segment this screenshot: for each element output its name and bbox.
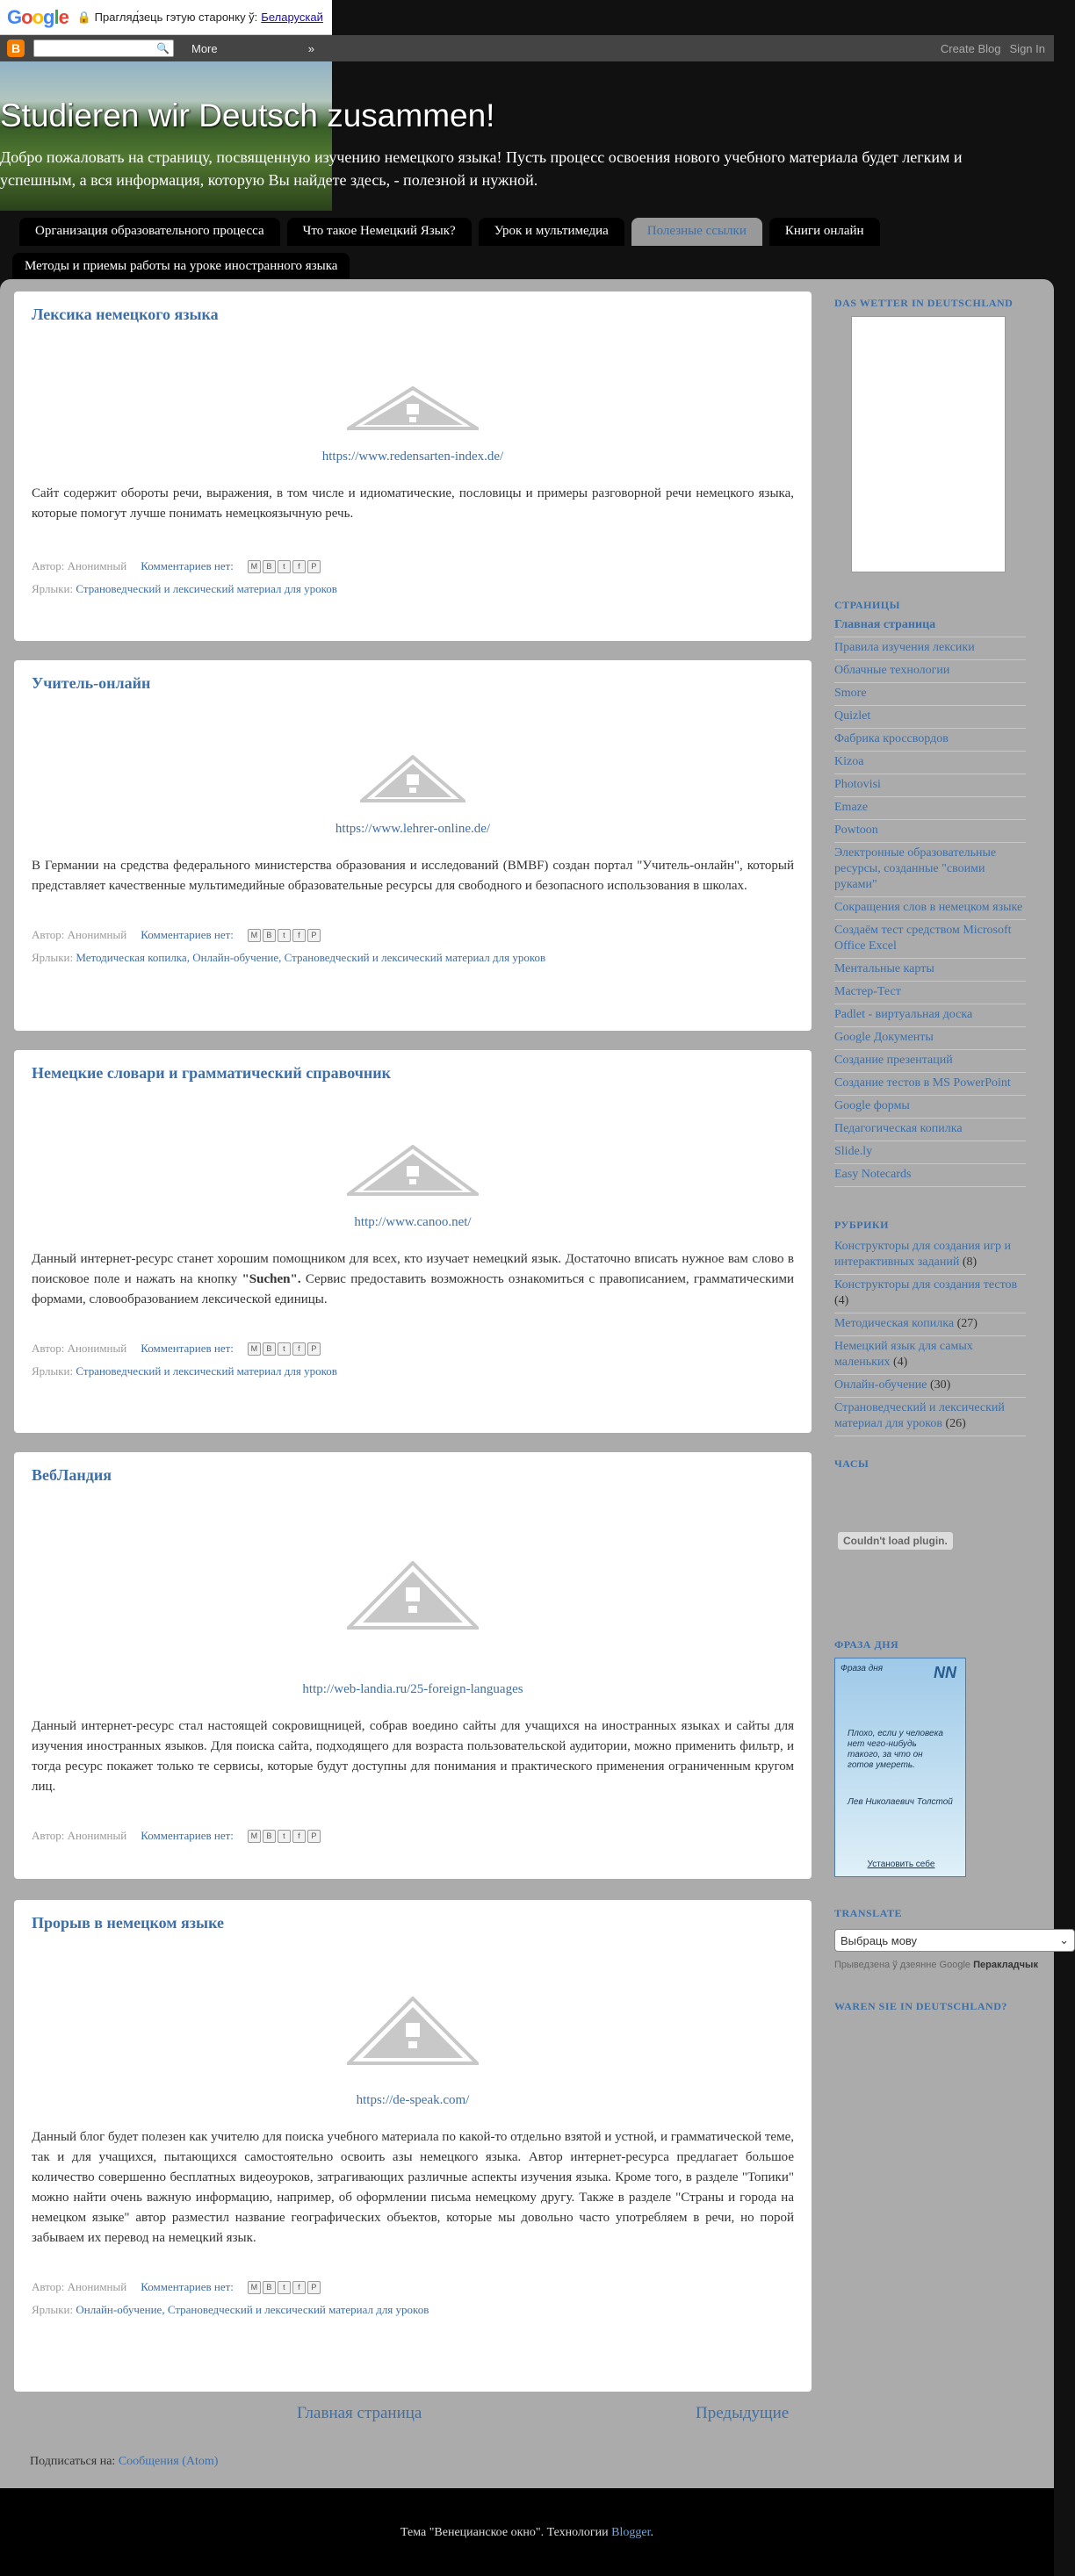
- email-share-icon[interactable]: M: [248, 1830, 261, 1843]
- navbar-more-menu[interactable]: [191, 42, 314, 55]
- broken-image-icon[interactable]: [32, 1561, 794, 1631]
- phrase-widget-head: Фраза дня: [841, 1664, 884, 1673]
- post-body: Данный интернет-ресурс станет хорошим помощником для всех, кто изучает немецкий язык. Достаточно вписать нужное вам слово в поисковое поле и нажать на кнопку "Suchen". Сервис предоставить возможность ознакомиться с правописанием, грамматическими формами, словообразованием лексической единицы.: [32, 1252, 794, 1306]
- post-author: Автор: Анонимный: [32, 1342, 127, 1355]
- clock-widget-title: ЧАСЫ: [834, 1457, 869, 1470]
- pages-list: [834, 615, 1026, 1187]
- navbar-right-links: [941, 42, 1045, 55]
- post-title[interactable]: Прорыв в немецком языке: [32, 1914, 224, 1932]
- rubric-link[interactable]: Немецкий язык для самых маленьких: [834, 1340, 973, 1369]
- rubric-count: (4): [834, 1294, 849, 1307]
- blog-description: Добро пожаловать на страницу, посвященную изучению немецкого языка! Пусть процесс освоения нового учебного материала будет легким и успешным, а вся информация, которую Вы найдете здесь, - полезной и нужной.: [0, 148, 963, 189]
- blogthis-share-icon[interactable]: B: [263, 2281, 276, 2294]
- broken-image-icon[interactable]: [32, 1997, 794, 2067]
- post-author: Автор: Анонимный: [32, 559, 127, 572]
- page-link[interactable]: Педагогическая копилка: [834, 1122, 963, 1135]
- rubric-count: (30): [930, 1378, 951, 1392]
- list-item: [834, 897, 1026, 920]
- post-link[interactable]: https://www.redensarten-index.de/: [321, 450, 504, 464]
- list-item: [834, 615, 1026, 637]
- list-item: [834, 706, 1026, 729]
- home-page-link[interactable]: Главная страница: [297, 2404, 422, 2422]
- pinterest-share-icon[interactable]: P: [307, 1830, 321, 1843]
- list-item: [834, 1236, 1026, 1275]
- list-item: [834, 1141, 1026, 1164]
- tab-methods[interactable]: Методы и приемы работы на уроке иностранного языка: [12, 253, 350, 281]
- list-item: [834, 982, 1026, 1004]
- list-item: [834, 729, 1026, 752]
- rubric-link[interactable]: Конструкторы для создания игр и интерактивных заданий: [834, 1240, 1011, 1269]
- list-item: [834, 1027, 1026, 1050]
- translator-link[interactable]: Перакладчык: [973, 1960, 1038, 1970]
- list-item: [834, 1096, 1026, 1119]
- list-item: [834, 1164, 1026, 1187]
- broken-image-icon[interactable]: [32, 755, 794, 804]
- rubric-link[interactable]: Методическая копилка: [834, 1317, 955, 1330]
- labels-prefix: Ярлыки:: [32, 1364, 74, 1378]
- post: [14, 1452, 812, 1879]
- list-item: [834, 959, 1026, 982]
- email-share-icon[interactable]: M: [248, 2281, 261, 2294]
- post-author: Автор: Анонимный: [32, 1829, 127, 1842]
- list-item: [834, 1313, 1026, 1336]
- post-title[interactable]: ВебЛандия: [32, 1466, 112, 1484]
- page-link[interactable]: Kizoa: [834, 755, 864, 768]
- page-tabs: [19, 218, 933, 281]
- blogger-icon[interactable]: B: [7, 40, 25, 57]
- list-item: [834, 637, 1026, 660]
- post: [14, 291, 812, 641]
- post-author: Автор: Анонимный: [32, 2280, 127, 2293]
- list-item: [834, 820, 1026, 843]
- list-item: [834, 1119, 1026, 1141]
- facebook-share-icon[interactable]: f: [292, 1342, 306, 1356]
- list-item: [834, 1275, 1026, 1313]
- list-item: [834, 1375, 1026, 1398]
- page-link[interactable]: Quizlet: [834, 709, 871, 723]
- language-select-value: Выбраць мову: [841, 1933, 918, 1947]
- comments-link[interactable]: Комментариев нет:: [141, 1829, 234, 1842]
- page-link-home[interactable]: Главная страница: [834, 618, 936, 631]
- post-link[interactable]: http://web-landia.ru/25-foreign-languages: [302, 1682, 523, 1696]
- facebook-share-icon[interactable]: f: [292, 2281, 306, 2294]
- translate-bar: [0, 0, 332, 35]
- list-item: [834, 920, 1026, 959]
- page-link[interactable]: Фабрика кроссвордов: [834, 732, 949, 745]
- share-buttons: [248, 1342, 321, 1356]
- atom-feed-link[interactable]: Сообщения (Atom): [118, 2455, 219, 2468]
- post-body: Сайт содержит обороты речи, выражения, в том числе и идиоматические, пословицы и примеры разговорной речи немецкого языка, которые помогут лучше понимать немецкоязычную речь.: [32, 486, 794, 521]
- facebook-share-icon[interactable]: f: [292, 560, 306, 573]
- rubric-link[interactable]: Онлайн-обучение: [834, 1378, 927, 1392]
- label-link[interactable]: Методическая копилка, Онлайн-обучение, Страноведческий и лексический материал для уроков: [76, 951, 546, 964]
- post-body: Данный интернет-ресурс стал настоящей сокровищницей, собрав воедино сайты для учащихся на иностранных языках и сайты для изучения иностранных языков. Для поиска сайта, подходящего для возраста пользовательской аудитории, можно применить фильтр, и тогда ресурс покажет только те сервисы, которые будут доступны для понимания и практического применения ограниченным кругом лиц.: [32, 1719, 794, 1794]
- rubric-count: (27): [956, 1317, 978, 1330]
- post-labels: [32, 951, 794, 965]
- language-select[interactable]: [834, 1929, 1075, 1952]
- post-link[interactable]: https://de-speak.com/: [356, 2093, 470, 2107]
- tab-lesson-multimedia[interactable]: Урок и мультимедиа: [479, 218, 624, 246]
- blogger-link[interactable]: Blogger: [611, 2526, 651, 2539]
- twitter-share-icon[interactable]: t: [278, 2281, 291, 2294]
- post-title[interactable]: Немецкие словари и грамматический справочник: [32, 1064, 392, 1082]
- post: [14, 1050, 812, 1433]
- phrase-author: Лев Николаевич Толстой: [848, 1797, 953, 1807]
- blog-header: [0, 97, 1075, 191]
- page-link[interactable]: Google формы: [834, 1099, 910, 1112]
- post-labels: [32, 1364, 794, 1378]
- labels-prefix: Ярлыки:: [32, 582, 74, 595]
- post-author: Автор: Анонимный: [32, 928, 127, 941]
- blogthis-share-icon[interactable]: B: [263, 560, 276, 573]
- page-link[interactable]: Slide.ly: [834, 1145, 873, 1158]
- post-footer: [32, 1342, 794, 1356]
- rubric-count: (26): [945, 1417, 966, 1430]
- list-item: [834, 843, 1026, 897]
- blogthis-share-icon[interactable]: B: [263, 1830, 276, 1843]
- more-arrow-icon: »: [307, 41, 314, 55]
- create-blog-link[interactable]: Create Blog: [940, 41, 1001, 55]
- translate-bar-text: 🔒 Прагляд́зець гэтую старонку ў:: [76, 10, 258, 24]
- post-title[interactable]: Учитель-онлайн: [32, 674, 151, 692]
- page-link[interactable]: Мастер-Тест: [834, 985, 901, 998]
- blog-title[interactable]: Studieren wir Deutsch zusammen!: [0, 97, 495, 133]
- phrase-of-the-day-widget[interactable]: [834, 1658, 966, 1877]
- email-share-icon[interactable]: M: [248, 929, 261, 942]
- search-icon[interactable]: 🔍: [156, 42, 170, 54]
- email-share-icon[interactable]: M: [248, 560, 261, 573]
- post: [14, 1900, 812, 2392]
- list-item: [834, 774, 1026, 797]
- tab-books-online[interactable]: Книги онлайн: [769, 218, 880, 246]
- rubric-count: (8): [962, 1256, 978, 1269]
- plugin-error-message: Couldn't load plugin.: [838, 1532, 953, 1550]
- comments-link[interactable]: Комментариев нет:: [141, 559, 234, 572]
- post-body: В Германии на средства федерального министерства образования и исследований (BMBF) создан портал "Учитель-онлайн", который представляет качественные мультимедийные образовательные ресурсы для свободного и безопасного использования в школах.: [32, 859, 794, 893]
- google-logo: Google: [7, 5, 69, 28]
- share-buttons: [248, 1830, 321, 1843]
- page-link[interactable]: Ментальные карты: [834, 962, 934, 975]
- page-link[interactable]: Emaze: [834, 801, 869, 814]
- translate-powered-by: Прыведзена ў дзеянне Google Перакладчык: [834, 1960, 1038, 1970]
- page-link[interactable]: Photovisi: [834, 778, 881, 791]
- subscribe-line: [30, 2455, 218, 2469]
- install-widget-link[interactable]: Установить себе: [867, 1860, 935, 1869]
- page-link[interactable]: Создание презентаций: [834, 1054, 953, 1067]
- more-label: More: [191, 41, 218, 55]
- comments-link[interactable]: Комментариев нет:: [141, 2280, 234, 2293]
- post-link[interactable]: https://www.lehrer-online.de/: [335, 822, 491, 836]
- page-link[interactable]: Электронные образовательные ресурсы, созданные "своими руками": [834, 846, 997, 891]
- page-link[interactable]: Google Документы: [834, 1031, 934, 1044]
- pinterest-share-icon[interactable]: P: [307, 2281, 321, 2294]
- blogger-navbar: [0, 35, 1054, 61]
- post: [14, 660, 812, 1031]
- suchen-bold: "Suchen".: [242, 1272, 301, 1286]
- facebook-share-icon[interactable]: f: [292, 929, 306, 942]
- share-buttons: [248, 929, 321, 942]
- older-posts-link[interactable]: Предыдущие: [696, 2404, 790, 2422]
- post-title[interactable]: Лексика немецкого языка: [32, 306, 219, 323]
- twitter-share-icon[interactable]: t: [278, 1342, 291, 1356]
- page-link[interactable]: Создаём тест средством Microsoft Office Excel: [834, 924, 1012, 953]
- rubrics-widget-title: РУБРИКИ: [834, 1219, 889, 1231]
- list-item: [834, 1050, 1026, 1073]
- post-footer: [32, 2280, 794, 2294]
- page-link[interactable]: Padlet - виртуальная доска: [834, 1008, 973, 1021]
- subscribe-prefix: Подписаться на:: [30, 2455, 116, 2468]
- tab-what-is-german[interactable]: Что такое Немецкий Язык?: [287, 218, 472, 246]
- sign-in-link[interactable]: Sign In: [1009, 41, 1045, 55]
- page-link[interactable]: Создание тестов в MS PowerPoint: [834, 1076, 1011, 1090]
- post-link[interactable]: http://www.canoo.net/: [354, 1215, 472, 1229]
- page-link[interactable]: Правила изучения лексики: [834, 641, 975, 654]
- label-link[interactable]: Онлайн-обучение, Страноведческий и лексический материал для уроков: [76, 2303, 429, 2316]
- list-item: [834, 1073, 1026, 1096]
- post-labels: [32, 582, 794, 596]
- labels-prefix: Ярлыки:: [32, 2303, 74, 2316]
- twitter-share-icon[interactable]: t: [278, 929, 291, 942]
- blogthis-share-icon[interactable]: B: [263, 929, 276, 942]
- broken-image-icon[interactable]: [32, 386, 794, 432]
- email-share-icon[interactable]: M: [248, 1342, 261, 1356]
- google-logo-small: Google: [939, 1960, 971, 1970]
- broken-image-icon[interactable]: [32, 1145, 794, 1198]
- chevron-down-icon: ⌄: [1059, 1933, 1069, 1946]
- post-labels: [32, 2303, 794, 2317]
- page-link[interactable]: Облачные технологии: [834, 664, 950, 677]
- pinterest-share-icon[interactable]: P: [307, 1342, 321, 1356]
- pinterest-share-icon[interactable]: P: [307, 560, 321, 573]
- phrase-widget-logo: NN: [934, 1664, 956, 1681]
- label-link[interactable]: Страноведческий и лексический материал для уроков: [76, 582, 337, 595]
- comments-link[interactable]: Комментариев нет:: [141, 928, 234, 941]
- translate-language-link[interactable]: Беларускай: [261, 11, 323, 24]
- phrase-quote: Плохо, если у человека нет чего-нибудь такого, за что он готов умереть.: [848, 1729, 943, 1770]
- tab-organization[interactable]: Организация образовательного процесса: [19, 218, 280, 246]
- comments-link[interactable]: Комментариев нет:: [141, 1342, 234, 1355]
- weather-widget-title: DAS WETTER IN DEUTSCHLAND: [834, 297, 1014, 309]
- rubrics-list: [834, 1236, 1026, 1436]
- blogthis-share-icon[interactable]: B: [263, 1342, 276, 1356]
- rubric-link[interactable]: Конструкторы для создания тестов: [834, 1278, 1018, 1292]
- list-item: [834, 1336, 1026, 1375]
- twitter-share-icon[interactable]: t: [278, 1830, 291, 1843]
- pinterest-share-icon[interactable]: P: [307, 929, 321, 942]
- label-link[interactable]: Страноведческий и лексический материал для уроков: [76, 1364, 337, 1378]
- post-footer: [32, 1829, 794, 1843]
- page-link[interactable]: Powtoon: [834, 824, 878, 837]
- weather-widget[interactable]: [851, 316, 1006, 572]
- page-link[interactable]: Smore: [834, 687, 867, 700]
- page-link[interactable]: Сокращения слов в немецком языке: [834, 901, 1023, 914]
- list-item: [834, 1004, 1026, 1027]
- labels-prefix: Ярлыки:: [32, 951, 74, 964]
- list-item: [834, 797, 1026, 820]
- list-item: [834, 1398, 1026, 1436]
- phrase-widget-title: ФРАЗА ДНЯ: [834, 1638, 899, 1651]
- navbar-search-input[interactable]: [33, 40, 174, 57]
- post-footer: [32, 928, 794, 942]
- post-footer: [32, 559, 794, 573]
- post-body: Данный блог будет полезен как учителю для поиска учебного материала по какой-то отдельно взятой и устной, и грамматической теме, так и для учащихся, пытающихся самостоятельно освоить азы немецкого языка. Автор интернет-ресурса предлагает большое количество совершенно бесплатных видеоуроков, затрагивающих различные аспекты изучения языка. Кроме того, в разделе "Топики" можно найти очень важную информацию, например, об оформлении письма немецкому другу. Также в разделе "Страны и города на немецком языке" автор разместил название географических объектов, которые мы довольно часто употребляем в речи, но порой забываем их перевод на немецкий язык.: [32, 2130, 794, 2245]
- facebook-share-icon[interactable]: f: [292, 1830, 306, 1843]
- share-buttons: [248, 2281, 321, 2294]
- list-item: [834, 683, 1026, 706]
- rubric-count: (4): [892, 1356, 908, 1369]
- translate-widget-title: TRANSLATE: [834, 1907, 902, 1919]
- tab-useful-links[interactable]: Полезные ссылки: [631, 218, 762, 246]
- share-buttons: [248, 560, 321, 573]
- list-item: [834, 660, 1026, 683]
- waren-widget-title: WAREN SIE IN DEUTSCHLAND?: [834, 2000, 1007, 2012]
- attribution: Тема "Венецианское окно". Технологии Blogger.: [400, 2526, 653, 2539]
- pages-widget-title: СТРАНИЦЫ: [834, 599, 900, 611]
- page-link[interactable]: Easy Notecards: [834, 1168, 912, 1181]
- rubric-link[interactable]: Страноведческий и лексический материал для уроков: [834, 1401, 1005, 1430]
- twitter-share-icon[interactable]: t: [278, 560, 291, 573]
- list-item: [834, 752, 1026, 774]
